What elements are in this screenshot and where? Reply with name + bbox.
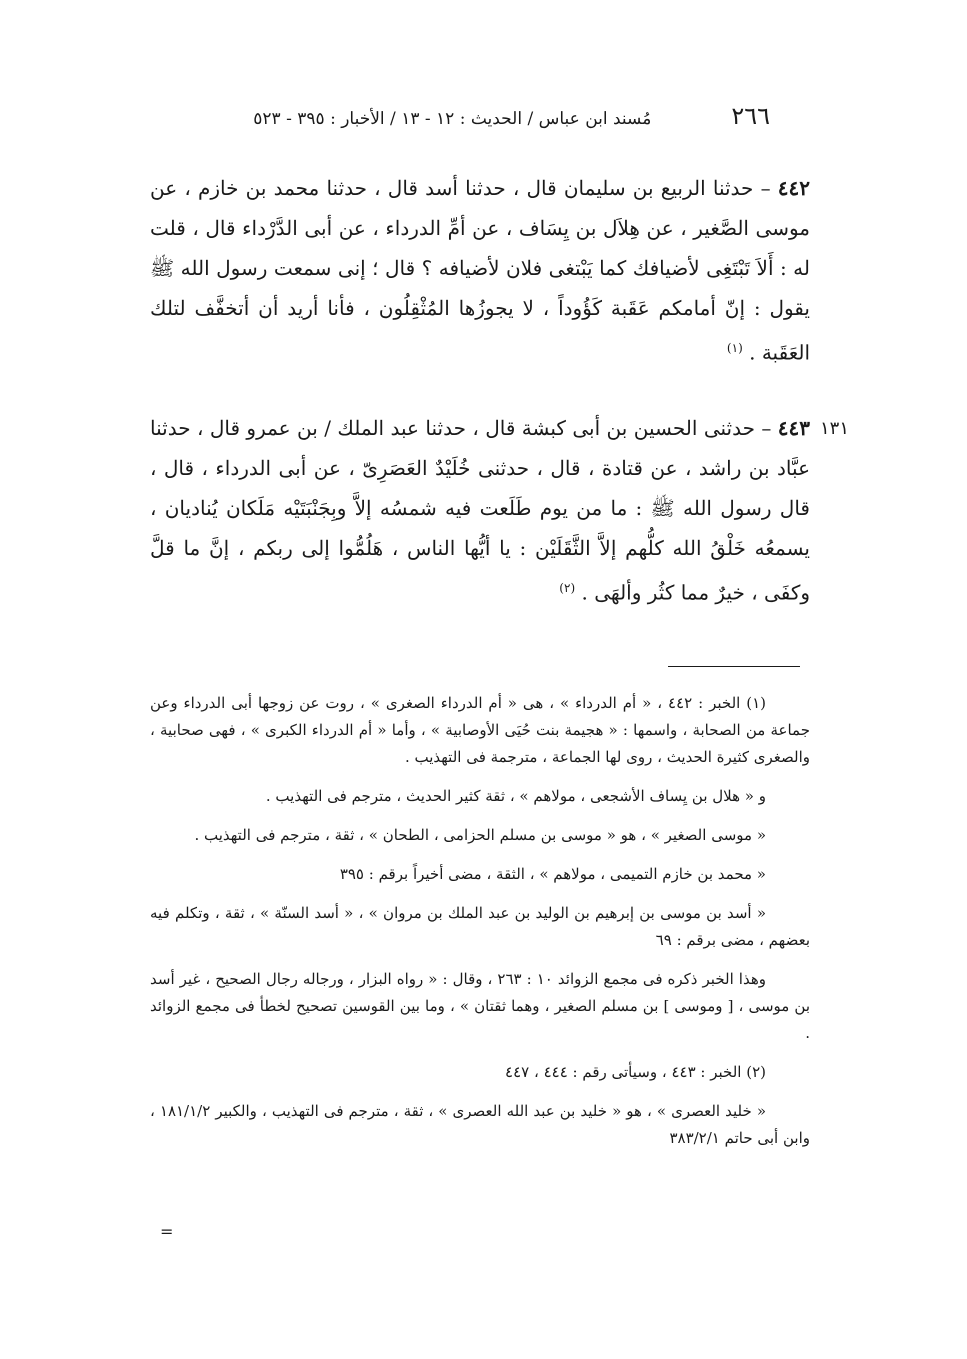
- hadith-text-part2: بن عمرو قال ، حدثنا عبَّاد بن راشد ، عن قتادة ، قال ، حدثنى خُلَيْدٌ العَصَرِىّ ، عن أبى الدرداء ، قال ، قال رسول الله ﷺ : ما من يوم طَلَعت فيه شمسُه إلاَّ وبِجَنْبَتَيْه مَلَكان يُناديان ، يسمعُه خَلْقُ الله كلُّهم إلاَّ الثَّقَلَيْن : يا أيُّها الناس ، هَلُمُّوا إلى ربكم ، إنَّ ما قلَّ وكفَى ، خيرٌ مما كثُر وألهَى .: [150, 416, 810, 605]
- hadith-442: ٤٤٢ – حدثنا الربيع بن سليمان قال ، حدثنا أسد قال ، حدثنا محمد بن خازم ، عن موسى الصَّغير ، عن هِلاَل بن يِسَاف ، عن أمِّ الدرداء ، عن أبى الدَّرْداء قال ، قلت له : أَلاَ تَبْتَغِى لأضيافك كما يَبْتغى فلان لأضيافه ؟ قال ؛ إنى سمعت رسول الله ﷺ يقول : إنّ أمامكم عَقَبة كَؤُوداً ، لا يجوزُها المُثْقِلُون ، فأنا أريد أن أتخفَّف لتلك العَقَبة . $^{(١)}$: [150, 176, 810, 365]
- hadith-number: ٤٤٣: [777, 416, 811, 440]
- footnote-para: « خليد العصرى » ، هو « خليد بن عبد الله العصرى » ، ثقة ، مترجم فى التهذيب ، والكبير ١٨١/١/٢ ، وابن أبى حاتم ٣٨٣/٢/١: [150, 1102, 810, 1147]
- footnote-2: (٢) الخبر : ٤٤٣ ، وسيأتى رقم : ٤٤٤ ، ٤٤٧: [505, 1063, 766, 1081]
- hadith-number: ٤٤٢: [777, 176, 810, 200]
- footnote-1: (١) الخبر : ٤٤٢ ، « أم الدرداء » ، هى « أم الدرداء الصغرى » ، روت عن زوجها أبى الدرداء وعن جماعة من الصحابة ، واسمها : « هجيمة بنت حُيَى الأوصابية » ، وأما « أم الدرداء الكبرى » ، فهى صحابية ، والصغرى كثيرة الحديث ، روى لها الجماعة ، مترجمة فى التهذيب .: [150, 694, 810, 766]
- page-header: [230, 102, 770, 136]
- hadith-443: ٤٤٣ – حدثنى الحسين بن أبى كبشة قال ، حدثنا عبد الملك / بن عمرو قال ، حدثنا عبَّاد بن راشد ، عن قتادة ، قال ، حدثنى خُلَيْدٌ العَصَرِىّ ، عن أبى الدرداء ، قال ، قال رسول الله ﷺ : ما من يوم طَلَعت فيه شمسُه إلاَّ وبِجَنْبَتَيْه مَلَكان يُناديان ، يسمعُه خَلْقُ الله كلُّهم إلاَّ الثَّقَلَيْن : يا أيُّها الناس ، هَلُمُّوا إلى ربكم ، إنَّ ما قلَّ وكفَى ، خيرٌ مما كثُر وألهَى . $^{(٢)}$: [150, 416, 811, 605]
- margin-page-marker: ١٣١: [820, 418, 850, 439]
- footnote-separator: [668, 666, 800, 667]
- footnote-ref[interactable]: (٢): [559, 581, 576, 595]
- footnote-para: « محمد بن خازم التميمى ، مولاهم » ، الثقة ، مضى أخيراً برقم : ٣٩٥: [339, 865, 766, 883]
- running-head: مُسند ابن عباس / الحديث : ١٢ - ١٣ / الأخبار : ٣٩٥ - ٥٢٣: [253, 109, 652, 129]
- footnote-para: « أسد بن موسى بن إبرهيم بن الوليد بن عبد الملك بن مروان » ، « أسد السنّة » ، ثقة ، وتكلم فيه بعضهم ، مضى برقم : ٦٩: [150, 904, 810, 949]
- page-number: ٢٦٦: [731, 102, 770, 130]
- continuation-mark: =: [160, 1222, 174, 1241]
- footnote-para: وهذا الخبر ذكره فى مجمع الزوائد ١٠ : ٢٦٣ ، وقال : « رواه البزار ، ورجاله رجال الصحيح ، غير أسد بن موسى ، [ وموسى ] بن مسلم الصغير ، وهما ثقتان » ، وما بين القوسين تصحيح لخطأ فى مجمع الزوائد .: [150, 970, 810, 1042]
- footnote-para: و « هلال بن يِساف الأشجعى ، مولاهم » ، ثقة كثير الحديث ، مترجم فى التهذيب .: [265, 787, 766, 805]
- footnote-ref[interactable]: (١): [726, 341, 743, 355]
- hadith-text-part1: حدثنى الحسين بن أبى كبشة قال ، حدثنا عبد الملك /: [324, 416, 755, 440]
- footnote-para: « موسى الصغير » ، هو « موسى بن مسلم الحزامى ، الطحان » ، ثقة ، مترجم فى التهذيب .: [194, 826, 766, 844]
- hadith-text: حدثنا الربيع بن سليمان قال ، حدثنا أسد قال ، حدثنا محمد بن خازم ، عن موسى الصَّغير ، عن هِلاَل بن يِسَاف ، عن أمِّ الدرداء ، عن أبى الدَّرْداء قال ، قلت له : أَلاَ تَبْتَغِى لأضيافك كما يَبْتغى فلان لأضيافه ؟ قال ؛ إنى سمعت رسول الله ﷺ يقول : إنّ أمامكم عَقَبة كَؤُوداً ، لا يجوزُها المُثْقِلُون ، فأنا أريد أن أتخفَّف لتلك العَقَبة .: [150, 176, 810, 365]
- footnotes: [150, 690, 810, 1152]
